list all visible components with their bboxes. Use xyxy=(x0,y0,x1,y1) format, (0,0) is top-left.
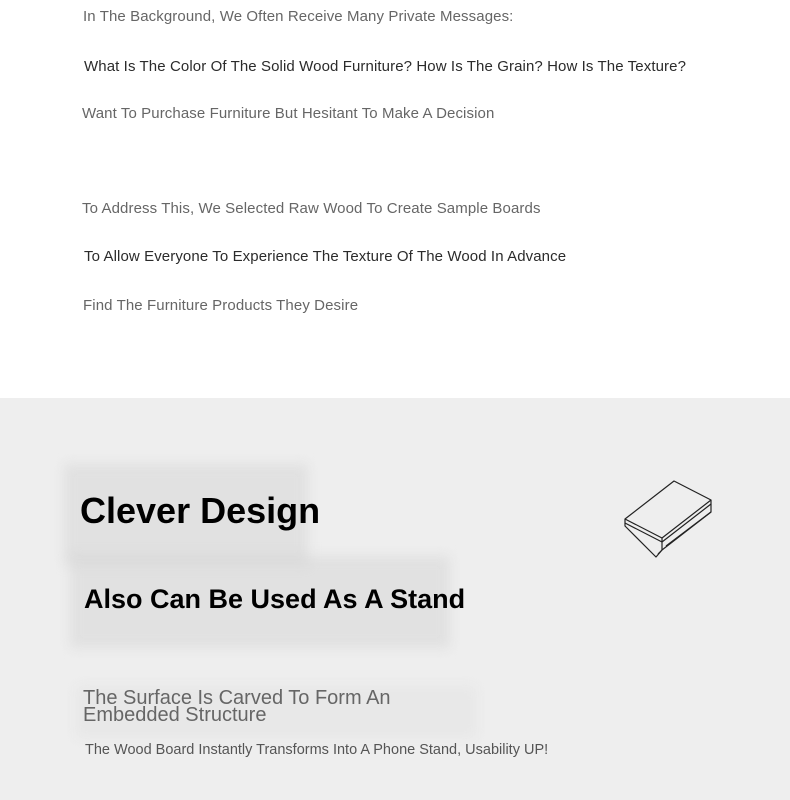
intro-line-find-products: Find The Furniture Products They Desire xyxy=(83,297,359,314)
intro-section xyxy=(0,0,790,398)
wood-board-stand-icon xyxy=(622,478,716,560)
feature-description: The Wood Board Instantly Transforms Into A Phone Stand, Usability UP! xyxy=(85,742,549,758)
intro-line-questions: What Is The Color Of The Solid Wood Furniture? How Is The Grain? How Is The Texture? xyxy=(84,58,687,75)
intro-line-hesitant: Want To Purchase Furniture But Hesitant To Make A Decision xyxy=(82,105,495,122)
section-subtitle: Also Can Be Used As A Stand xyxy=(84,584,466,614)
intro-line-messages: In The Background, We Often Receive Many Private Messages: xyxy=(83,8,514,25)
intro-line-sample-boards: To Address This, We Selected Raw Wood To Create Sample Boards xyxy=(82,200,541,217)
feature-title: The Surface Is Carved To Form An Embedded Structure xyxy=(83,687,391,726)
clever-design-section xyxy=(0,398,790,800)
intro-line-experience: To Allow Everyone To Experience The Texture Of The Wood In Advance xyxy=(84,248,567,265)
section-title: Clever Design xyxy=(80,490,321,531)
